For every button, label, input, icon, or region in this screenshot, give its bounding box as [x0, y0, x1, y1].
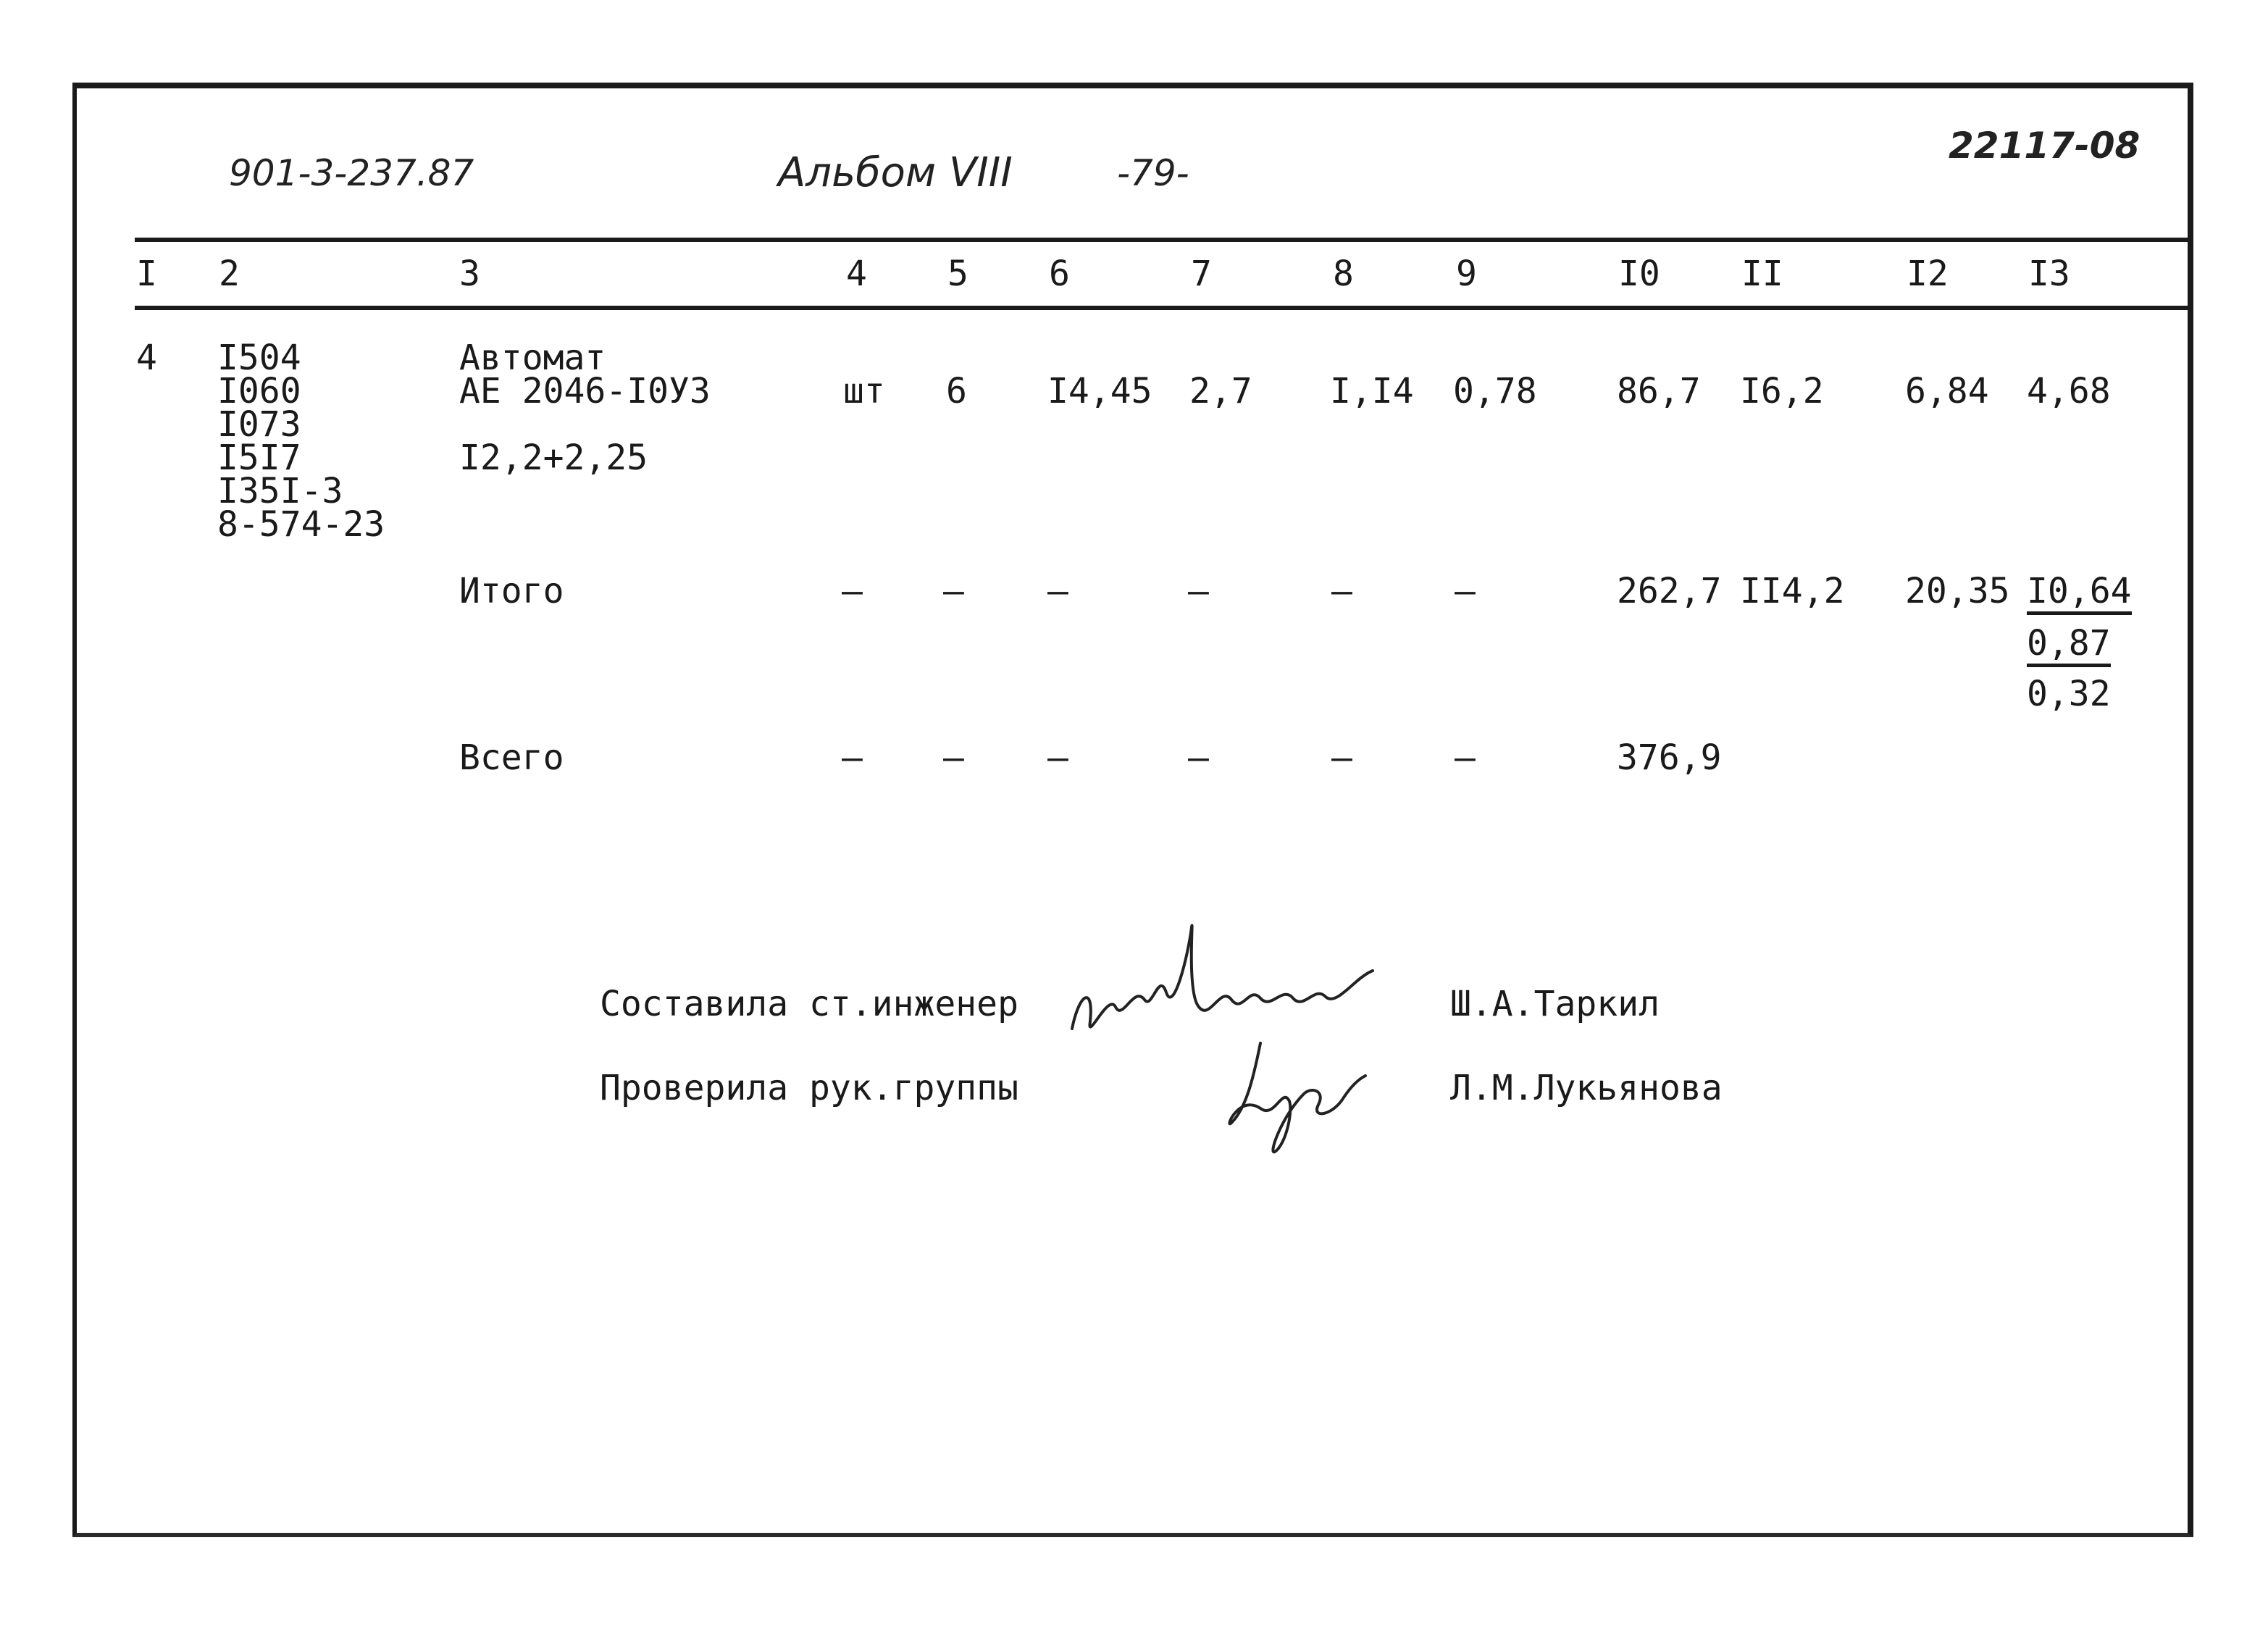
dash: – — [842, 737, 863, 778]
subtotal-c13-a: I0,64 — [2027, 574, 2132, 615]
subtotal-c12: 20,35 — [1905, 571, 2010, 611]
col-header: 7 — [1191, 254, 1212, 294]
row-code: I060 — [217, 371, 301, 411]
col-header: I — [136, 254, 157, 294]
stamp-number: 22117-08 — [1949, 125, 2141, 167]
album-label: Альбом VIII — [778, 149, 1013, 196]
doc-code: 901-3-237.87 — [229, 152, 474, 194]
item-model: АЕ 2046-I0У3 — [459, 371, 711, 411]
col-header: 5 — [947, 254, 968, 294]
dash: – — [1331, 737, 1352, 778]
signature-compiled — [1065, 905, 1384, 1058]
col-header: I0 — [1618, 254, 1660, 294]
cell-c10: 86,7 — [1617, 371, 1701, 411]
cell-c9: 0,78 — [1453, 371, 1537, 411]
col-header: II — [1741, 254, 1783, 294]
col-header: 3 — [459, 254, 480, 294]
compiled-name: Ш.А.Таркил — [1450, 984, 1660, 1024]
cell-c8: I,I4 — [1330, 371, 1414, 411]
row-code: I5I7 — [217, 438, 301, 478]
dash: – — [1188, 571, 1209, 611]
col-header: 4 — [846, 254, 867, 294]
item-spec: I2,2+2,25 — [459, 438, 648, 478]
dash: – — [943, 737, 964, 778]
total-c10: 376,9 — [1617, 737, 1722, 778]
table-top-rule — [135, 238, 2192, 242]
row-code: 8-574-23 — [217, 504, 385, 545]
subtotal-label: Итого — [459, 571, 564, 611]
col-header: 9 — [1456, 254, 1477, 294]
subtotal-c13-c: 0,32 — [2027, 674, 2111, 714]
dash: – — [1047, 737, 1068, 778]
row-code: I073 — [217, 404, 301, 445]
col-header: I3 — [2028, 254, 2070, 294]
subtotal-c11: II4,2 — [1740, 571, 1845, 611]
checked-name: Л.М.Лукьянова — [1450, 1068, 1723, 1108]
col-header: I2 — [1907, 254, 1949, 294]
dash: – — [1047, 571, 1068, 611]
item-name: Автомат — [459, 338, 606, 378]
dash: – — [943, 571, 964, 611]
compiled-role: Составила ст.инженер — [600, 984, 1018, 1024]
dash: – — [1455, 571, 1476, 611]
dash: – — [1188, 737, 1209, 778]
col-header: 2 — [219, 254, 240, 294]
item-qty: 6 — [946, 371, 967, 411]
subtotal-c13-b: 0,87 — [2027, 626, 2111, 667]
signature-checked — [1217, 1036, 1376, 1159]
cell-c12: 6,84 — [1905, 371, 1989, 411]
subtotal-c10: 262,7 — [1617, 571, 1722, 611]
col-header: 6 — [1049, 254, 1070, 294]
row-code: I504 — [217, 338, 301, 378]
dash: – — [1331, 571, 1352, 611]
table-header-rule — [135, 306, 2192, 310]
cell-c11: I6,2 — [1740, 371, 1824, 411]
row-code: I35I-3 — [217, 471, 343, 511]
checked-role: Проверила рук.группы — [600, 1068, 1018, 1108]
page-number: -79- — [1117, 152, 1189, 194]
dash: – — [1455, 737, 1476, 778]
item-unit: шт — [843, 371, 885, 411]
page-frame — [72, 83, 2193, 1537]
dash: – — [842, 571, 863, 611]
cell-c7: 2,7 — [1189, 371, 1252, 411]
cell-c13: 4,68 — [2027, 371, 2111, 411]
cell-c6: I4,45 — [1047, 371, 1152, 411]
total-label: Всего — [459, 737, 564, 778]
col-header: 8 — [1333, 254, 1354, 294]
row-number: 4 — [136, 338, 157, 378]
